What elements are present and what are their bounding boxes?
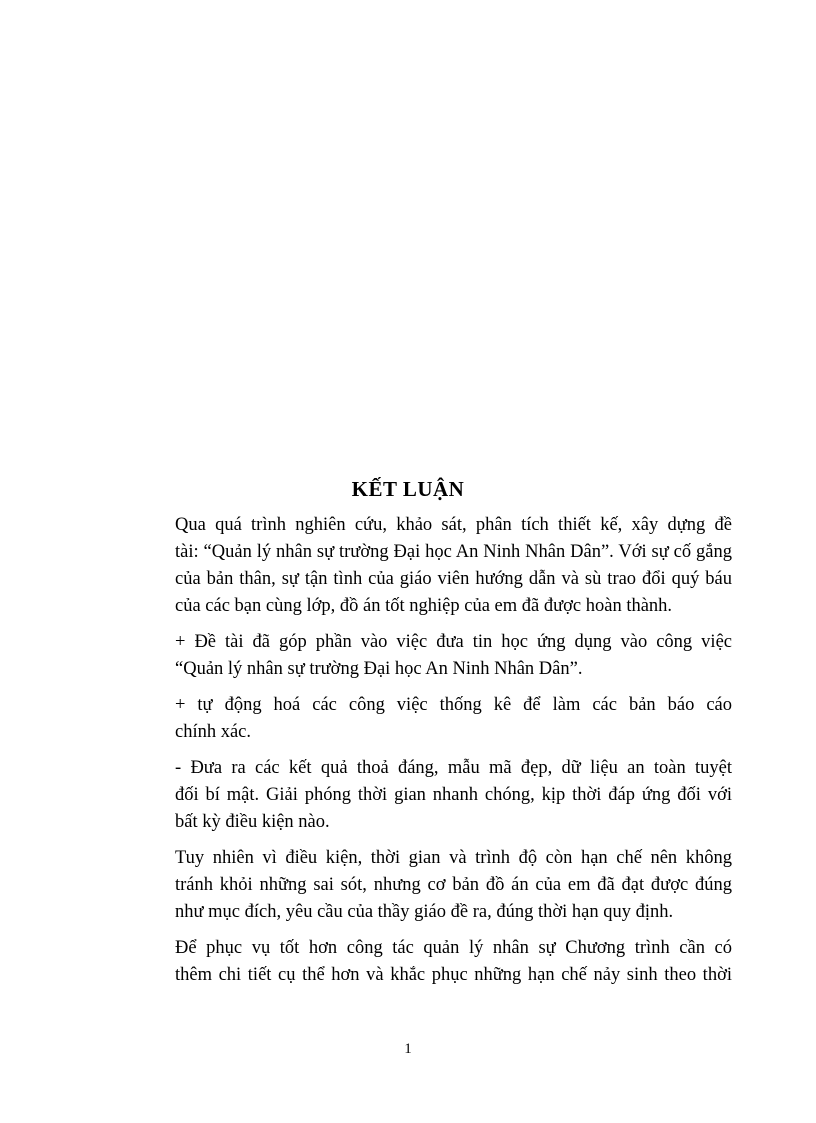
paragraph-intro [142, 512, 732, 620]
page-title: KẾT LUẬN [351, 477, 465, 501]
text-line: + Đề tài đã góp phần vào việc đưa tin học ứng dụng vào công việc [175, 632, 732, 652]
paragraph-limitations [142, 845, 732, 926]
text-line: bất kỳ điều kiện nào. [175, 812, 330, 832]
text-line: Để phục vụ tốt hơn công tác quản lý nhân sự Chương trình cần có [175, 938, 732, 958]
paragraph-future-work [142, 935, 732, 989]
text-line: tránh khỏi những sai sót, nhưng cơ bản đồ án của em đã đạt được đúng [175, 875, 732, 895]
text-line: tài: “Quản lý nhân sự trường Đại học An Ninh Nhân Dân”. Với sự cố gắng [175, 542, 732, 562]
paragraph-automation [142, 692, 732, 746]
text-line: Tuy nhiên vì điều kiện, thời gian và trình độ còn hạn chế nên không [175, 848, 732, 868]
text-line: của bản thân, sự tận tình của giáo viên hướng dẫn và sù trao đổi quý báu [175, 569, 732, 589]
page-number: 1 [404, 1041, 412, 1057]
paragraph-contribution [142, 629, 732, 683]
text-line: - Đưa ra các kết quả thoả đáng, mẫu mã đẹp, dữ liệu an toàn tuyệt [175, 758, 732, 778]
text-line: của các bạn cùng lớp, đồ án tốt nghiệp của em đã được hoàn thành. [175, 596, 673, 616]
text-line: Qua quá trình nghiên cứu, khảo sát, phân tích thiết kế, xây dựng đề [175, 515, 732, 535]
text-line: như mục đích, yêu cầu của thầy giáo đề ra, đúng thời hạn quy định. [175, 902, 674, 922]
text-line: chính xác. [175, 722, 252, 742]
document-body [142, 512, 732, 998]
text-line: “Quản lý nhân sự trường Đại học An Ninh Nhân Dân”. [175, 659, 583, 679]
text-line: đối bí mật. Giải phóng thời gian nhanh chóng, kịp thời đáp ứng đối với [175, 785, 732, 805]
text-line: thêm chi tiết cụ thể hơn và khắc phục những hạn chế nảy sinh theo thời [175, 965, 732, 985]
paragraph-results [142, 755, 732, 836]
text-line: + tự động hoá các công việc thống kê để làm các bản báo cáo [175, 695, 732, 715]
